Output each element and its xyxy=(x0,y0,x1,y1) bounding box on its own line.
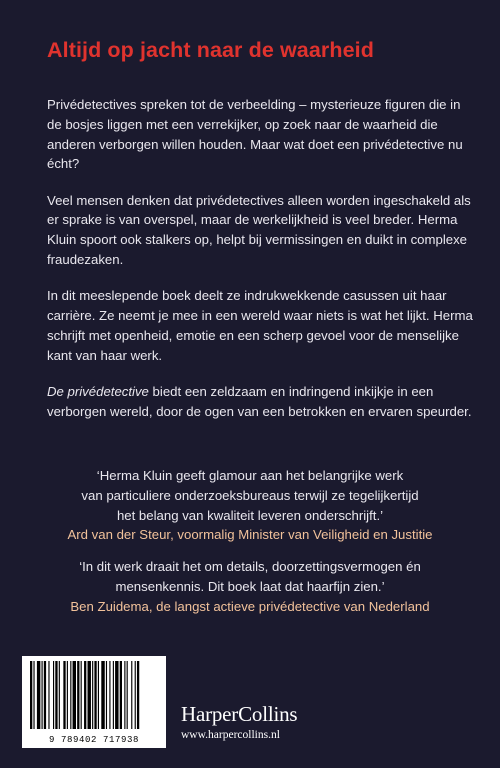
barcode-bar xyxy=(33,661,34,729)
blurb-paragraph xyxy=(47,382,477,422)
barcode-bar xyxy=(63,661,65,729)
barcode-bar xyxy=(94,661,96,729)
barcode-bar xyxy=(53,661,54,729)
barcode-bar xyxy=(84,661,86,729)
barcode-bar xyxy=(59,661,60,729)
barcode-bar xyxy=(92,661,93,729)
barcode-bar xyxy=(113,661,114,729)
barcode-bar xyxy=(137,661,139,729)
barcode-bar xyxy=(124,661,125,729)
isbn-barcode xyxy=(22,656,166,748)
barcode-bar xyxy=(127,661,128,729)
book-title-italic: De privédetective xyxy=(47,384,149,400)
barcode-bar xyxy=(101,661,104,729)
barcode-bars xyxy=(28,661,160,729)
quote-source: Ben Zuidema, de langst actieve privédetective van Nederland xyxy=(70,598,430,614)
barcode-bar xyxy=(30,661,32,729)
barcode-bar xyxy=(44,661,46,729)
endorsement xyxy=(20,466,480,545)
endorsements xyxy=(20,466,480,629)
blurb xyxy=(47,95,477,438)
quote-line: ‘Herma Kluin geeft glamour aan het belangrijke werk xyxy=(96,468,404,483)
quote-line: mensenkennis. Dit boek laat dat haarfijn zien.’ xyxy=(115,578,385,594)
barcode-bar xyxy=(48,661,49,729)
barcode-bar xyxy=(106,661,107,729)
blurb-paragraph: Veel mensen denken dat privédetectives alleen worden ingeschakeld als er sprake is van overspel, maar de werkelijkheid is veel breder. Herma Kluin spoort ook stalkers op, helpt bij vermissingen en duikt in complexe fraudezaken. xyxy=(47,192,471,268)
barcode-bar xyxy=(73,661,76,729)
blurb-paragraph: In dit meeslepende boek deelt ze indrukwekkende casussen uit haar carrière. Ze neemt je mee in een wereld waar niets is wat het lijkt. Herma schrijft met openheid, emotie en een scherp gevoel voor de menselijke kant van haar werk. xyxy=(47,288,473,363)
barcode-bar xyxy=(77,661,79,729)
endorsement xyxy=(20,557,480,616)
quote-source: Ard van der Steur, voormalig Minister van Veiligheid en Justitie xyxy=(67,527,433,543)
publisher-website: www.harpercollins.nl xyxy=(181,729,280,741)
barcode-bar xyxy=(135,661,136,729)
publisher-logo: HarperCollins xyxy=(181,702,298,726)
barcode-bar xyxy=(109,661,110,729)
barcode-bar xyxy=(67,661,68,729)
quote-line: het belang van kwaliteit leveren onderschrijft.’ xyxy=(116,507,384,523)
back-cover-title: Altijd op jacht naar de waarheid xyxy=(47,38,374,62)
isbn-number: 9 789402 717938 xyxy=(48,735,139,745)
barcode-bar xyxy=(98,661,99,729)
blurb-paragraph: Privédetectives spreken tot de verbeelding – mysterieuze figuren die in de bosjes liggen met een verrekijker, op zoek naar de waarheid die anderen verborgen willen houden. Maar wat doet een privédetective nu écht? xyxy=(47,97,463,172)
barcode-bar xyxy=(81,661,82,729)
barcode-bar xyxy=(55,661,57,729)
barcode-bar xyxy=(88,661,91,729)
quote-line: van particuliere onderzoeksbureaus terwijl ze tegelijkertijd xyxy=(81,487,419,503)
blurb-text: biedt een zeldzaam en indringend inkijkje in een verborgen wereld, door de ogen van een betrokken en ervaren speurder. xyxy=(47,384,472,419)
barcode-bar xyxy=(42,661,43,729)
barcode-bar xyxy=(131,661,132,729)
barcode-bar xyxy=(70,661,71,729)
barcode-bar xyxy=(37,661,40,729)
quote-line: ‘In dit werk draait het om details, doorzettingsvermogen én xyxy=(79,559,421,575)
barcode-bar xyxy=(120,661,122,729)
barcode-bar xyxy=(115,661,118,729)
